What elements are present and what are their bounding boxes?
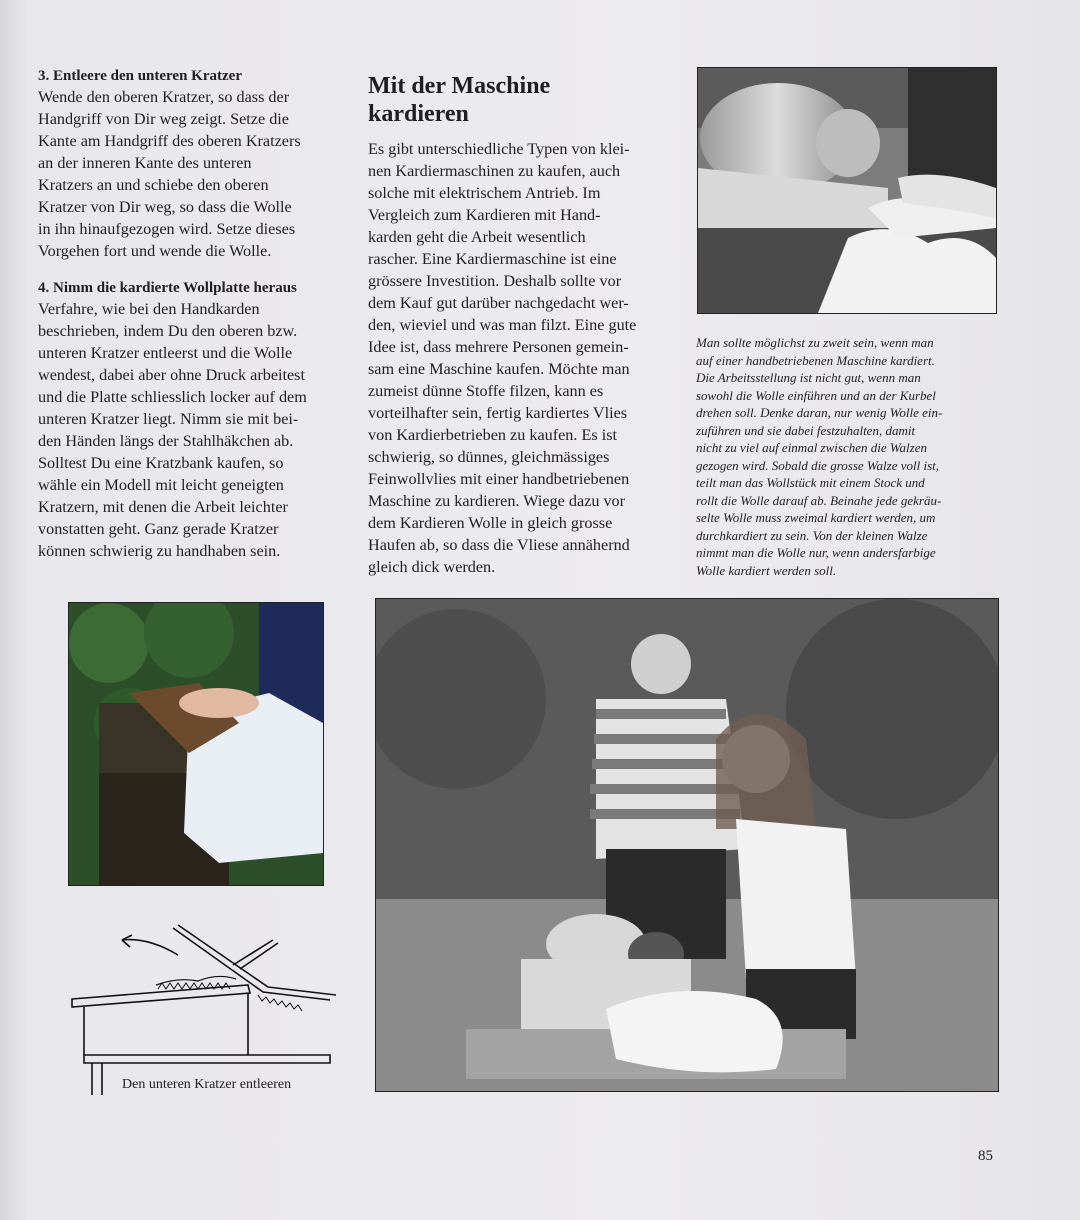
- text-line: zuführen und sie dabei festzuhalten, damit: [696, 422, 916, 438]
- step-4-body: [38, 298, 338, 562]
- text-line: nen Kardiermaschinen zu kaufen, auch: [368, 162, 621, 180]
- photo-caption: [696, 334, 996, 579]
- step-4-heading: 4. Nimm die kardierte Wollplatte heraus: [38, 280, 297, 296]
- diagram-caption: Den unteren Kratzer entleeren: [122, 1077, 292, 1092]
- section-title-line-2: kardieren: [368, 101, 469, 127]
- lower-card-outline: [72, 985, 250, 1007]
- people-carding-photo: [375, 598, 999, 1092]
- text-line: sowohl die Wolle einführen und an der Kurbel: [696, 387, 936, 403]
- text-line: vonstatten geht. Ganz gerade Kratzer: [38, 520, 279, 538]
- text-line: auf einer handbetriebenen Maschine kardiert.: [696, 352, 935, 368]
- text-line: Kratzer von Dir weg, so dass die Wolle: [38, 198, 292, 216]
- people-carding-illustration: [376, 599, 998, 1091]
- text-line: Wolle kardiert werden soll.: [696, 562, 837, 578]
- text-line: durchkardiert zu sein. Von der kleinen Walze: [696, 527, 928, 543]
- step-3-heading: 3. Entleere den unteren Kratzer: [38, 68, 242, 84]
- text-line: Vorgehen fort und wende die Wolle.: [38, 242, 272, 260]
- text-line: gleich dick werden.: [368, 558, 496, 576]
- text-line: grössere Investition. Deshalb sollte vor: [368, 272, 622, 290]
- text-line: den Händen längs der Stahlhäkchen ab.: [38, 432, 294, 450]
- text-line: drehen soll. Denke daran, nur wenig Wolle ein-: [696, 405, 943, 420]
- text-line: rascher. Eine Kardiermaschine ist eine: [368, 250, 617, 268]
- text-line: solche mit elektrischem Antrieb. Im: [368, 184, 601, 202]
- text-line: Haufen ab, so dass die Vliese annähernd: [368, 536, 630, 554]
- carding-machine-illustration: [698, 68, 996, 313]
- text-line: den, wieviel und was man filzt. Eine gute: [368, 316, 637, 334]
- text-line: Die Arbeitsstellung ist nicht gut, wenn man: [696, 370, 921, 385]
- text-line: können schwierig zu handhaben sein.: [38, 542, 281, 560]
- left-column: [38, 66, 338, 562]
- text-line: und die Platte schliesslich locker auf dem: [38, 388, 307, 406]
- text-line: in ihn hinaufgezogen wird. Setze dieses: [38, 220, 296, 238]
- text-line: Idee ist, dass mehrere Personen gemein-: [368, 338, 629, 356]
- text-line: karden geht die Arbeit wesentlich: [368, 228, 586, 246]
- text-line: unteren Kratzer entleerst und die Wolle: [38, 344, 293, 362]
- text-line: wähle ein Modell mit leicht geneigten: [38, 476, 284, 494]
- text-line: Kratzers an und schiebe den oberen: [38, 176, 269, 194]
- text-line: rollt die Wolle darauf ab. Beinahe jede gekräu-: [696, 492, 942, 508]
- text-line: Solltest Du eine Kratzbank kaufen, so: [38, 454, 284, 472]
- upper-card-outline: [178, 925, 336, 995]
- text-line: vorteilhafter sein, fertig kardiertes Vlies: [368, 404, 628, 422]
- text-line: unteren Kratzer liegt. Nimm sie mit bei-: [38, 410, 299, 428]
- section-title: [368, 72, 668, 128]
- text-line: von Kardierbetrieben zu kaufen. Es ist: [368, 426, 618, 444]
- text-line: an der inneren Kante des unteren: [38, 154, 252, 172]
- text-line: Man sollte möglichst zu zweit sein, wenn man: [696, 335, 934, 350]
- bench-top-outline: [84, 1055, 330, 1063]
- text-line: Kratzern, mit denen die Arbeit leichter: [38, 498, 288, 516]
- text-line: dem Kardieren Wolle in gleich grosse: [368, 514, 613, 532]
- text-line: nicht zu viel auf einmal zwischen die Walzen: [696, 440, 927, 455]
- text-line: Vergleich zum Kardieren mit Hand-: [368, 206, 601, 224]
- text-line: Wende den oberen Kratzer, so dass der: [38, 88, 290, 106]
- hand-carding-photo: [68, 602, 324, 886]
- hand-carding-illustration: [69, 603, 323, 885]
- text-line: nimmt man die Wolle nur, wenn andersfarbige: [696, 545, 936, 560]
- text-line: sam eine Maschine kaufen. Möchte man: [368, 360, 630, 378]
- text-line: schwierig, so dünnes, gleichmässiges: [368, 448, 610, 466]
- text-line: selte Wolle muss zweimal kardiert werden, um: [696, 510, 936, 525]
- text-line: beschrieben, indem Du den oberen bzw.: [38, 322, 298, 340]
- text-line: Kante am Handgriff des oberen Kratzers: [38, 132, 301, 150]
- middle-column: [368, 72, 668, 578]
- text-line: Handgriff von Dir weg zeigt. Setze die: [38, 110, 289, 128]
- text-line: dem Kauf gut darüber nachgedacht wer-: [368, 294, 629, 312]
- section-title-line-1: Mit der Maschine: [368, 73, 551, 99]
- page-number: 85: [978, 1148, 993, 1164]
- text-line: gezogen wird. Sobald die grosse Walze voll ist,: [696, 457, 940, 473]
- text-line: wendest, dabei aber ohne Druck arbeitest: [38, 366, 305, 384]
- text-line: Maschine zu kardieren. Wiege dazu vor: [368, 492, 626, 510]
- text-line: Feinwollvlies mit einer handbetriebenen: [368, 470, 630, 488]
- text-line: zumeist dünne Stoffe filzen, kann es: [368, 382, 604, 400]
- text-line: Es gibt unterschiedliche Typen von klei-: [368, 140, 630, 158]
- text-line: teilt man das Wollstück mit einem Stock und: [696, 475, 925, 490]
- text-line: Verfahre, wie bei den Handkarden: [38, 300, 260, 318]
- section-body: [368, 138, 668, 578]
- step-3-body: [38, 86, 338, 262]
- right-column: [696, 334, 996, 579]
- carding-machine-photo: [697, 67, 997, 314]
